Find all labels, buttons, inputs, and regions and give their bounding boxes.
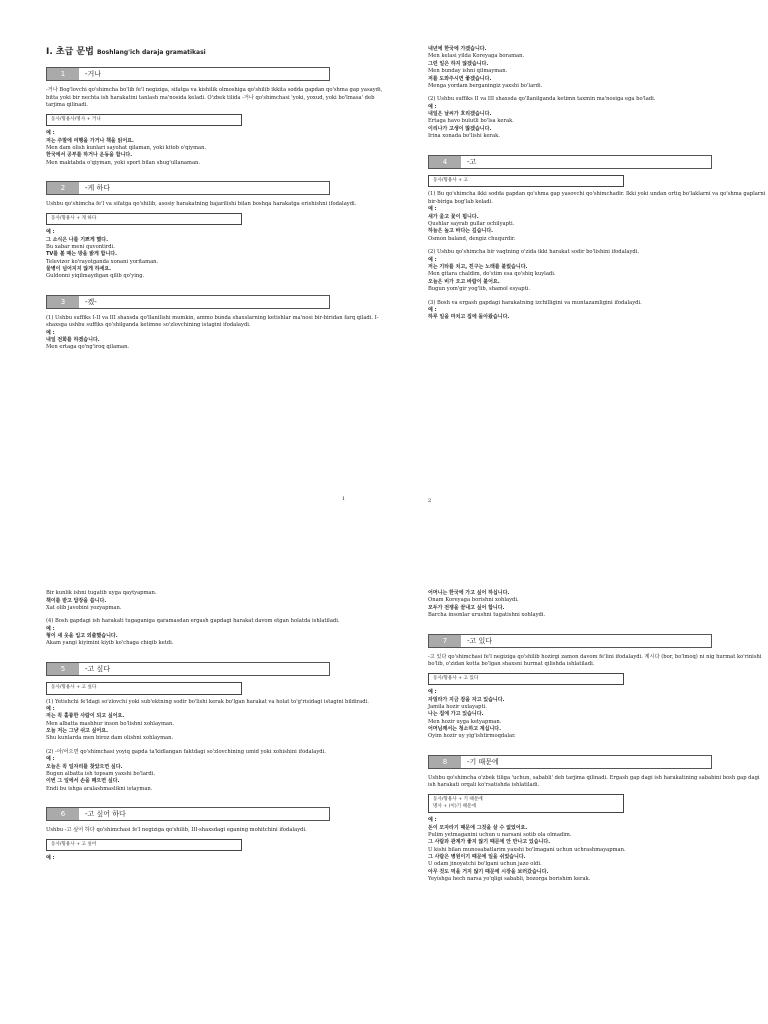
- s4-e2-kr: 하늘은 높고 바다는 깊습니다.: [428, 228, 494, 235]
- s1-e2-uz: Men maktabda o'qiyman, yoki sport bilan shug'ullanaman.: [46, 159, 201, 166]
- s8-desc: Ushbu qo'shimcha o'zbek tiliga 'uchun, sababli' deb tarjima qilinadi. Ergash gap dagi ish harakatining sababini bosh gap dagi ish harakati orqali ko'rsatishda ishlatiladi.: [428, 774, 760, 789]
- ex-label: 예 :: [46, 625, 55, 632]
- page-2: [428, 46, 768, 504]
- section-5-header: 5 -고 싶다: [46, 662, 330, 676]
- p2-l2-kr: 그런 일은 하지 않겠습니다.: [428, 60, 489, 67]
- p2-l1-kr: 내년에 한국에 가겠습니다.: [428, 46, 487, 52]
- s4-e4-uz: Bugun yom'gir yog'lib, shamol esyapti.: [428, 286, 530, 293]
- s4-e3-kr: 저는 기타를 치고, 친구는 노래를 불렀습니다.: [428, 264, 528, 270]
- ex-label: 예 :: [46, 130, 55, 137]
- s1-e1-kr: 저는 주말에 여행을 가거나 책을 읽어요.: [46, 137, 134, 144]
- p3-l2-kr: 책이를 받고 답장을 씁니다.: [46, 597, 107, 604]
- p2-l3-uz: Menga yordam berganingiz yaxshi bo'lardi.: [428, 82, 543, 89]
- s4-e3-uz: Men gitara chaldim, do'stim esa qo'shiq kuyladi.: [428, 271, 556, 278]
- section-3-header: 3 -겠-: [46, 295, 330, 309]
- s8-formula-line1: 동사/형용사 + 기 때문에: [433, 796, 483, 802]
- section-2-header: 2 -게 하다: [46, 181, 330, 195]
- s8-e2-uz: U kishi bilan munosabatlarim yaxshi bo'lmagani uchun uchrashmayapman.: [428, 846, 626, 853]
- section-1-header: 1 -거나: [46, 67, 330, 81]
- p4-l2-kr: 모두가 전쟁을 끝내고 싶어 합니다.: [428, 604, 505, 611]
- s5-e4-kr: 이번 그 일에서 손을 떼으면 싶다.: [46, 778, 120, 785]
- ex-label: 예 :: [428, 689, 437, 696]
- s8-e1-uz: Pulim yetmaganini uchun u narsani sotib ola olmadim.: [428, 831, 572, 838]
- p2-l2-uz: Men bunday ishni qilmayman.: [428, 68, 508, 75]
- page-1: [46, 46, 386, 502]
- s2-e2-uz: Televizor ko'rayotganda xonani yoritaman.: [46, 258, 159, 265]
- s2-desc: Ushbu qo'shimcha fe'l va sifatga qo'shilib, asosiy harakatning bajarilishi bilan boshqa harakatga erishishni ifodalaydi.: [46, 201, 357, 208]
- s6-desc: Ushbu -고 싶어 하다 qo'shimchasi fe'l negiziga qo'shilib, III-shaxsdagi eganing mohitchini ifodalaydi.: [46, 827, 307, 834]
- p3-e1-kr: 형이 새 옷을 입고 외출했습니다.: [46, 633, 118, 640]
- s5-e1-uz: Men albatta mashhur inson bo'lishni xohlayman.: [46, 720, 174, 727]
- p2-e1-uz: Ertaga havo bulutli bo'lsa kerak.: [428, 118, 514, 125]
- ex-label: 예 :: [428, 103, 437, 110]
- section-7-header: 7 -고 있다: [428, 634, 712, 648]
- p2-desc: (2) Ushbu suffiks II va III shaxsda qo'llanilganda ketimn taxmin ma'nosiga ega bo'ladi.: [428, 96, 656, 103]
- s5-desc2: (2) -아/어으면 qo'shimchasi yoyiq gapda ta'kidlangan faktdagi so'zlovchining umid yoki xohishini ifodalaydi.: [46, 748, 326, 755]
- page-number: 1: [342, 496, 346, 502]
- ex-label: 예 :: [46, 756, 55, 763]
- s8-e2-kr: 그 사람과 관계가 좋지 않기 때문에 안 만나고 있습니다.: [428, 839, 551, 846]
- s4-desc3: (3) Bosh va ergash gapdagi harakatning izchilligini va muntazamligini ifodalaydi.: [428, 299, 642, 306]
- s2-e3-kr: 물병이 넘어지지 않게 하세요.: [46, 266, 112, 273]
- s4-e4-kr: 오늘은 비가 오고 바람이 불어요.: [428, 278, 500, 285]
- p3-l1-uz: Bir kunlik ishni tugatib uyga qaytyapman.: [46, 590, 157, 596]
- s7-e2-uz: Men hozir uyga ketyapman.: [428, 718, 502, 725]
- ex-label: 예 :: [46, 329, 55, 336]
- s6-formula: 동사/형용사 + 고 싶어: [46, 839, 242, 852]
- s7-formula: 동사/형용사 + 고 있다: [428, 673, 624, 686]
- section-4-header: 4 -고: [428, 155, 712, 169]
- p3-desc: (4) Bosh gapdagi ish harakati tugaganiga qaramasdan ergash gapdagi harakat davom etgan holatda ishlatiladi.: [46, 618, 340, 625]
- s3-e1-uz: Men ertaga qo'ng'iroq qilaman.: [46, 344, 130, 351]
- s4-e2-uz: Osmon baland, dengiz chuqurdir.: [428, 235, 516, 242]
- section-8-header: 8 -기 때문에: [428, 755, 712, 769]
- s8-e4-uz: Yeyishga hech narsa yo'qligi sababli, bozorga borishim kerak.: [428, 876, 591, 883]
- p2-l1-uz: Men kelasi yilda Koreyaga boraman.: [428, 53, 525, 60]
- s1-desc: -거나 Bog'lovchi qo'shimcha bo'lib fe'l negiziga, sifatga va kishilik olmoshiga qo'shilib ikkita sodda gapdan qo'shma gap yasaydi, bitta yoki bir nechta ish harakatini tanlash ma'nosida keladi. O'zbek tilida -거나 qo'shimchasi 'yoki, yoxud, yoki bo'lmasa' deb tarjima qilinadi.: [46, 87, 383, 109]
- s8-formula-line2: 명사 + (이)기 때문에: [433, 803, 476, 809]
- s8-e1-kr: 돈이 모자라기 때문에 그것을 살 수 없었어요.: [428, 824, 528, 831]
- s7-e3-kr: 어머님께서는 청소하고 계십니다.: [428, 726, 502, 733]
- s1-e1-uz: Men dam olish kunlari sayohat qilaman, yoki kitob o'qiyman.: [46, 144, 207, 151]
- p4-l2-uz: Barcha insonlar urushni tugatishni xohlaydi.: [428, 612, 546, 619]
- s2-e1-kr: 그 소식은 나를 기쁘게 했다.: [46, 236, 108, 243]
- p2-e2-kr: 이리나가 고생이 많겠습니다.: [428, 125, 492, 132]
- s5-e2-kr: 오늘 저는 그냥 쉬고 싶어요.: [46, 728, 108, 735]
- s7-desc: -고 있다 qo'shimchasi fe'l negiziga qo'shilib hozirgi zamon davom fe'lini ifodalaydi. 계시다 (bor, bo'lmoq) ni nig hurmat ko'rinishi bo'lib, o'zidan kotta bo'lgan shaxsni hurmat qilishda ishlatiladi.: [428, 653, 762, 668]
- s4-e1-uz: Qushlar sayrab gullar ochilyapti.: [428, 220, 515, 227]
- ex-label: 예 :: [428, 307, 437, 314]
- s4-desc1: (1) Bu qo'shimcha ikki sodda gapdan qo'shma gap yasovchi qo'shimchadir. Ikki yoki undan ortiq bo'laklarni va qo'shma gaplarni bir-biriga bog'lab keladi.: [428, 191, 766, 205]
- p2-e1-kr: 내일은 날씨가 흐리겠습니다.: [428, 111, 492, 118]
- s8-e3-kr: 그 사람은 병원이기 때문에 일을 쉬었습니다.: [428, 854, 526, 861]
- page-number: 2: [428, 498, 432, 504]
- ex-label: 예 :: [428, 206, 437, 213]
- chapter-title: I. 초급 문법 Boshlang'ich daraja gramatikasi: [46, 47, 206, 57]
- s3-desc: (1) Ushbu suffiks I-II va III shaxsda qo'llanilishi mumkin, ammo bunda shaxslarning ketishlar ma'nosi bir-biridan farq qiladi. I-shaxsga ushbu suffiks qo'shilganda ketimne so'zlovchining istagini ifodalaydi.: [46, 314, 379, 329]
- s7-e2-kr: 나는 집에 가고 있습니다.: [428, 711, 484, 718]
- s5-e1-kr: 저는 꼭 훌륭한 사람이 되고 싶어요.: [46, 713, 125, 720]
- ex-label: 예 :: [46, 855, 55, 862]
- s3-e1-kr: 내일 전화를 하겠습니다.: [46, 337, 100, 344]
- section-6-header: 6 -고 싶어 하다: [46, 807, 330, 821]
- p4-l1-uz: Onam Koreyaga borishni xohlaydi.: [428, 597, 519, 604]
- s7-e3-uz: Oyim hozir uy yig'ishtirmoqdalar.: [428, 733, 516, 740]
- p3-l2-uz: Xat olib javobini yozyapman.: [46, 604, 122, 611]
- p4-l1-kr: 어머니는 한국에 가고 싶어 하십니다.: [428, 590, 510, 596]
- s7-e1-uz: Jamila hozir uxlayapti.: [428, 703, 487, 710]
- s5-e2-uz: Shu kunlarda men biroz dam olishni xohlayman.: [46, 735, 174, 742]
- s4-e1-kr: 새가 울고 꽃이 핍니다.: [428, 213, 479, 220]
- s5-formula: 동사/형용사 + 고 싶다: [46, 682, 242, 695]
- s2-e1-uz: Bu xabar meni quvontirdi.: [46, 243, 115, 250]
- s5-desc1: (1) Yetishchi fe'ldagi so'zlovchi yoki sub'ektning sodir bo'lishi kerak bo'lgan harakat va holat to'g'risidagi istagini bildiradi.: [46, 698, 369, 705]
- s7-e1-kr: 자밀라가 지금 잠을 자고 있습니다.: [428, 696, 505, 703]
- s5-e3-uz: Bugun albatta ish topsam yaxshi bo'lardi.: [46, 770, 156, 777]
- page-3: [46, 590, 386, 863]
- s1-formula: 동사/형용사/명사 + 거나: [46, 114, 242, 127]
- s4-desc2: (2) Ushbu qo'shimcha bir vaqtning o'zida ikki harakat sodir bo'lishini ifodalaydi.: [428, 249, 640, 256]
- s8-e4-kr: 아무 것도 먹을 거지 않기 때문에 시장을 보러갔습니다.: [428, 868, 549, 875]
- s2-e2-kr: TV를 볼 때는 방을 밝게 합니다.: [46, 251, 118, 258]
- s8-e3-uz: U odam jinoyatchi bo'lgani uchun jazo oldi.: [428, 861, 542, 868]
- s4-formula: 동사/형용사 + 고: [428, 175, 624, 188]
- p2-l3-kr: 저를 도와주시면 좋겠습니다.: [428, 75, 492, 82]
- ex-label: 예 :: [46, 706, 55, 713]
- s5-e4-uz: Endi bu ishga aralashmaslikni istayman.: [46, 785, 153, 792]
- s8-formula: [428, 794, 624, 813]
- page-4: [428, 590, 768, 884]
- s5-e3-kr: 오늘은 꼭 일자리를 찾았으면 싶다.: [46, 763, 123, 770]
- ex-label: 예 :: [46, 229, 55, 236]
- s2-e3-uz: Guldonni yiqilmaydigan qilib qo'ying.: [46, 273, 145, 280]
- s1-e2-kr: 한국에서 공부를 하거나 운동을 합니다.: [46, 152, 133, 159]
- ex-label: 예 :: [428, 256, 437, 263]
- ex-label: 예 :: [428, 817, 437, 824]
- s4-e5-kr: 하루 일을 마치고 집에 돌아왔습니다.: [428, 314, 510, 321]
- p2-e2-uz: Irina xonada bo'lishi kerak.: [428, 133, 500, 140]
- s2-formula: 동사/형용사 + 게 하다: [46, 213, 242, 226]
- p3-e1-uz: Akam yangi kiyimini kiyib ko'chaga chiqib ketdi.: [46, 640, 174, 647]
